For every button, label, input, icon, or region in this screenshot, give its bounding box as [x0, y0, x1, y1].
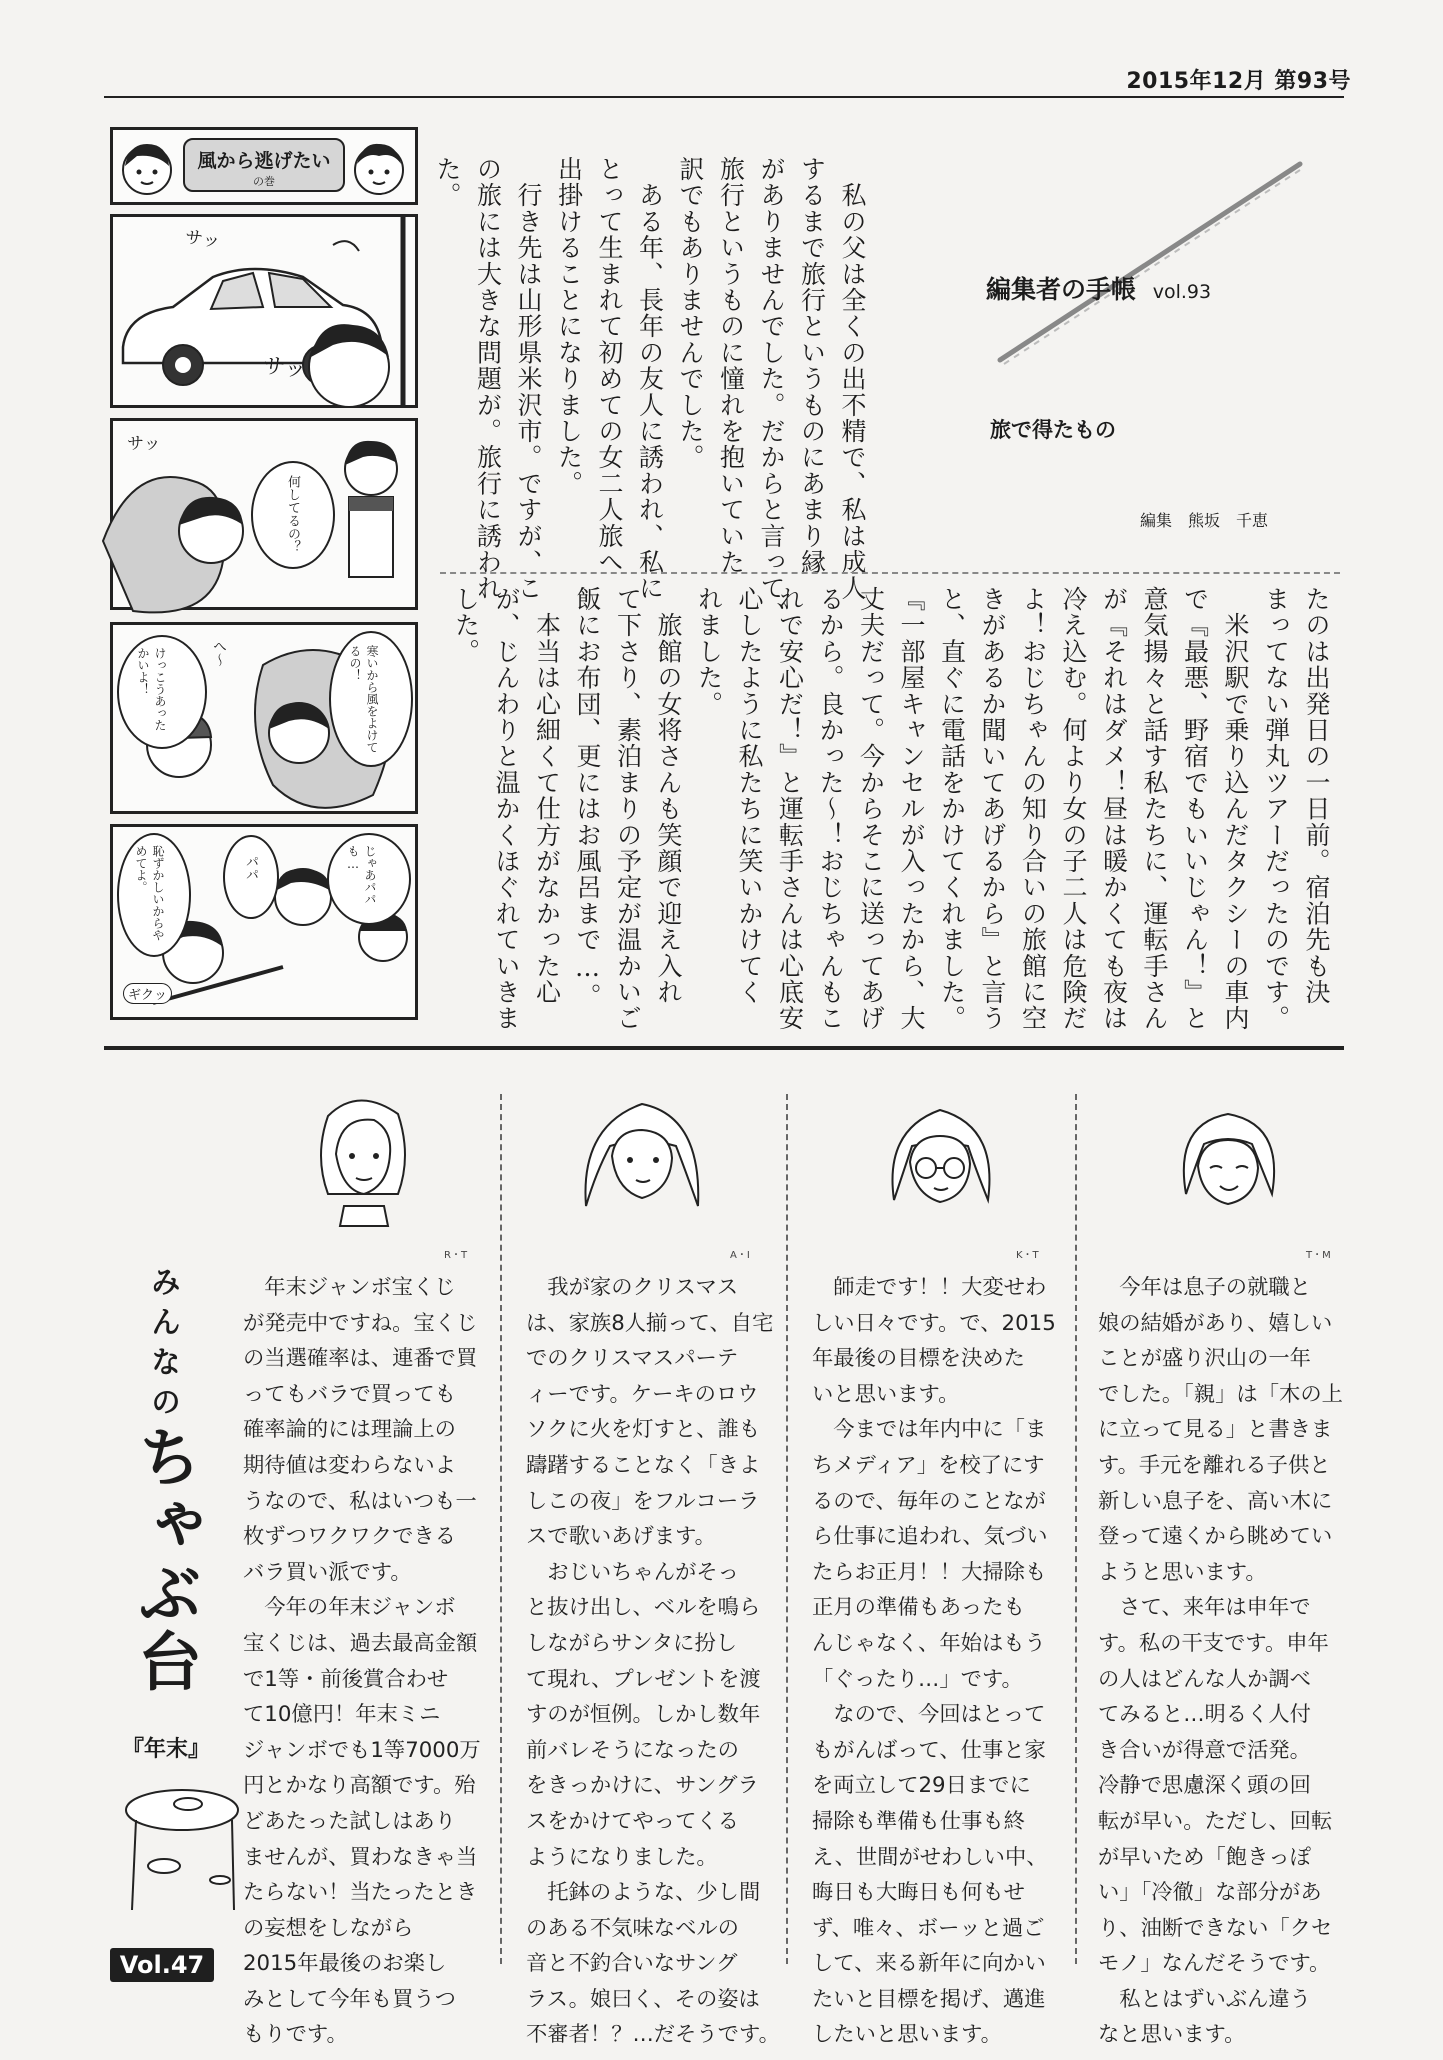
- character-face-icon: [117, 136, 177, 198]
- manga-panel-2: [110, 418, 418, 610]
- manga-panel-3: [110, 622, 418, 814]
- dialogue-text: へ〜: [211, 639, 227, 667]
- corner-theme: 『年末』: [122, 1737, 211, 1762]
- author-initials: A・I: [730, 1250, 750, 1261]
- editor-vol: vol.93: [1152, 281, 1212, 303]
- portrait-illustration: [864, 1090, 1014, 1240]
- corner-big-title: ちゃぶ台: [127, 1424, 201, 1696]
- issue-label: 2015年12月 第93号: [1126, 69, 1351, 94]
- speech-bubble: [117, 635, 207, 749]
- column-separator: [1075, 1094, 1077, 1964]
- sfx-text: サッ: [127, 434, 161, 454]
- sfx-text: サッ: [183, 226, 222, 253]
- chabudai-table-icon: [102, 1770, 242, 1930]
- speech-bubble: [117, 833, 191, 957]
- dialogue-text: パパ: [243, 855, 258, 881]
- column-separator: [786, 1094, 788, 1964]
- editor-byline: 編集 熊坂 千恵: [1140, 511, 1269, 530]
- essay-paragraph-2: たのは出発日の一日前。宿泊先も決 まってない弾丸ツアーだったのです。 米沢駅で乗り込んだタクシーの車内 で『最悪、野宿でもいいじゃん！』と 意気揚々と話す私たちに、運転手さん が『それはダメ！昼は暖かくても夜は 冷え込む。何より女の子二人は危険だ よ！おじちゃんの知り合いの旅館に空 きがあるか聞いてあげるから』と言う と、直ぐに電話をかけてくれました。 『一部屋キャンセルが入ったから、大 丈夫だって。今からそこに送ってあげ るから。良かった〜！おじちゃんもこ れで安心だ！』と運転手さんは心底安 心したように私たちに笑いかけてく れました。 旅館の女将さんも笑顔で迎え入れ て下さり、素泊まりの予定が温かいご 飯にお布団、更にはお風呂まで…。 本当は心細くて仕方がなかった心 が、じんわりと温かくほぐれていきま した。: [451, 586, 1331, 1032]
- manga-panel-1: [110, 214, 418, 408]
- author-initials: T・M: [1306, 1250, 1331, 1261]
- dialogue-text: 恥ずかしいからやめてよ。: [134, 845, 165, 941]
- dashed-separator: [440, 572, 1340, 574]
- corner-heading: みんなの: [145, 1266, 180, 1426]
- portrait-illustration: [288, 1086, 438, 1236]
- author-initials: K・T: [1016, 1250, 1039, 1261]
- dialogue-text: じゃあパパも…: [346, 845, 377, 905]
- portrait-illustration: [1152, 1094, 1302, 1244]
- speech-bubble: [329, 631, 413, 767]
- header-rule: [104, 96, 1344, 98]
- sfx-text: ギクッ: [123, 983, 172, 1004]
- manga-title-box: [183, 138, 345, 192]
- speech-bubble: [327, 833, 411, 925]
- corner-vol-badge: Vol.47: [110, 1948, 214, 1982]
- manga-title: 風から逃げたい: [197, 150, 331, 172]
- column-text-rt: 年末ジャンボ宝くじ が発売中ですね。宝くじ の当選確率は、連番で買 ってもバラで買っても 確率論的には理論上の 期待値は変わらないよ うなので、私はいつも一 枚ずつワクワクできる バラ買い派です。 今年の年末ジャンボ 宝くじは、過去最高金額 で1等・前後賞合わせ て10億円！年末ミニ ジャンボでも1等7000万 円とかなり高額です。殆 どあたった試しはあり ませんが、買わなきゃ当 たらない！当たったとき の妄想をしながら 2015年最後のお楽し みとして今年も買うつ もりです。: [243, 1275, 481, 2048]
- dialogue-text: 何してるの？: [285, 475, 300, 553]
- portrait-illustration: [566, 1086, 716, 1236]
- dialogue-text: 寒いから風をよけてるの！: [348, 645, 379, 753]
- sfx-text: サッ: [261, 353, 308, 384]
- editor-subtitle: 旅で得たもの: [990, 418, 1116, 442]
- speech-bubble: [251, 461, 335, 569]
- manga-title-panel: [110, 127, 418, 205]
- column-text-ai: 我が家のクリスマス は、家族8人揃って、自宅 でのクリスマスパーテ ィーです。ケーキのロウ ソクに火を灯すと、誰も 躊躇することなく「きよ しこの夜」をフルコーラ スで歌いあげます。 おじいちゃんがそっ と抜け出し、ベルを鳴ら しながらサンタに扮し て現れ、プレゼントを渡 すのが恒例。しかし数年 前バレそうになったの をきっかけに、サングラ スをかけてやってくる ようになりました。 托鉢のような、少し間 のある不気味なベルの 音と不釣合いなサング ラス。娘曰く、その姿は 不審者！？…だそうです。: [526, 1275, 780, 2048]
- editor-title-text: 編集者の手帳: [986, 275, 1137, 304]
- column-text-tm: 今年は息子の就職と 娘の結婚があり、嬉しい ことが盛り沢山の一年 でした。「親」は「木の上 に立って見る」と書きま す。手元を離れる子供と 新しい息子を、高い木に 登って遠くから眺めてい ようと思います。 さて、来年は申年で す。私の干支です。申年 の人はどんな人か調べ てみると…明るく人付 き合いが得意で活発。 冷静で思慮深く頭の回 転が早い。ただし、回転 が早いため「飽きっぽ い」「冷徹」な部分があ り、油断できない「クセ モノ」なんだそうです。 私とはずいぶん違う なと思います。: [1098, 1275, 1343, 2048]
- speech-bubble: [223, 835, 279, 919]
- character-face-icon: [349, 136, 409, 198]
- dialogue-text: けっこうあったかいよ！: [136, 647, 167, 731]
- column-separator: [500, 1094, 502, 1964]
- section-divider: [104, 1046, 1344, 1050]
- manga-subtitle: の巻: [253, 175, 275, 188]
- author-initials: R・T: [444, 1250, 468, 1261]
- column-text-kt: 師走です！！大変せわ しい日々です。で、2015 年最後の目標を決めた いと思います。 今までは年内中に「ま ちメディア」を校了にす るので、毎年のことなが ら仕事に追われ、気づい たらお正月！！大掃除も 正月の準備もあったも んじゃなく、年始はもう 「ぐったり…」です。 なので、今回はとって もがんばって、仕事と家 を両立して29日までに 掃除も準備も仕事も終 え、世間がせわしい中、 晦日も大晦日も何もせ ず、唯々、ボーッと過ご して、来る新年に向かい たいと目標を掲げ、邁進 したいと思います。: [812, 1275, 1056, 2048]
- manga-panel-4: [110, 824, 418, 1020]
- editor-title: [986, 270, 1211, 306]
- essay-paragraph-1: 私の父は全くの出不精で、私は成人 するまで旅行というものにあまり縁 がありませんでした。だからと言って、 旅行というものに憧れを抱いていた 訳でもありませんでした。 ある年、長年の友人に誘われ、私に とって生まれて初めての女二人旅へ 出掛けることになりました。 行き先は山形県米沢市。ですが、こ の旅には大きな問題が。旅行に誘われ た。: [433, 156, 867, 628]
